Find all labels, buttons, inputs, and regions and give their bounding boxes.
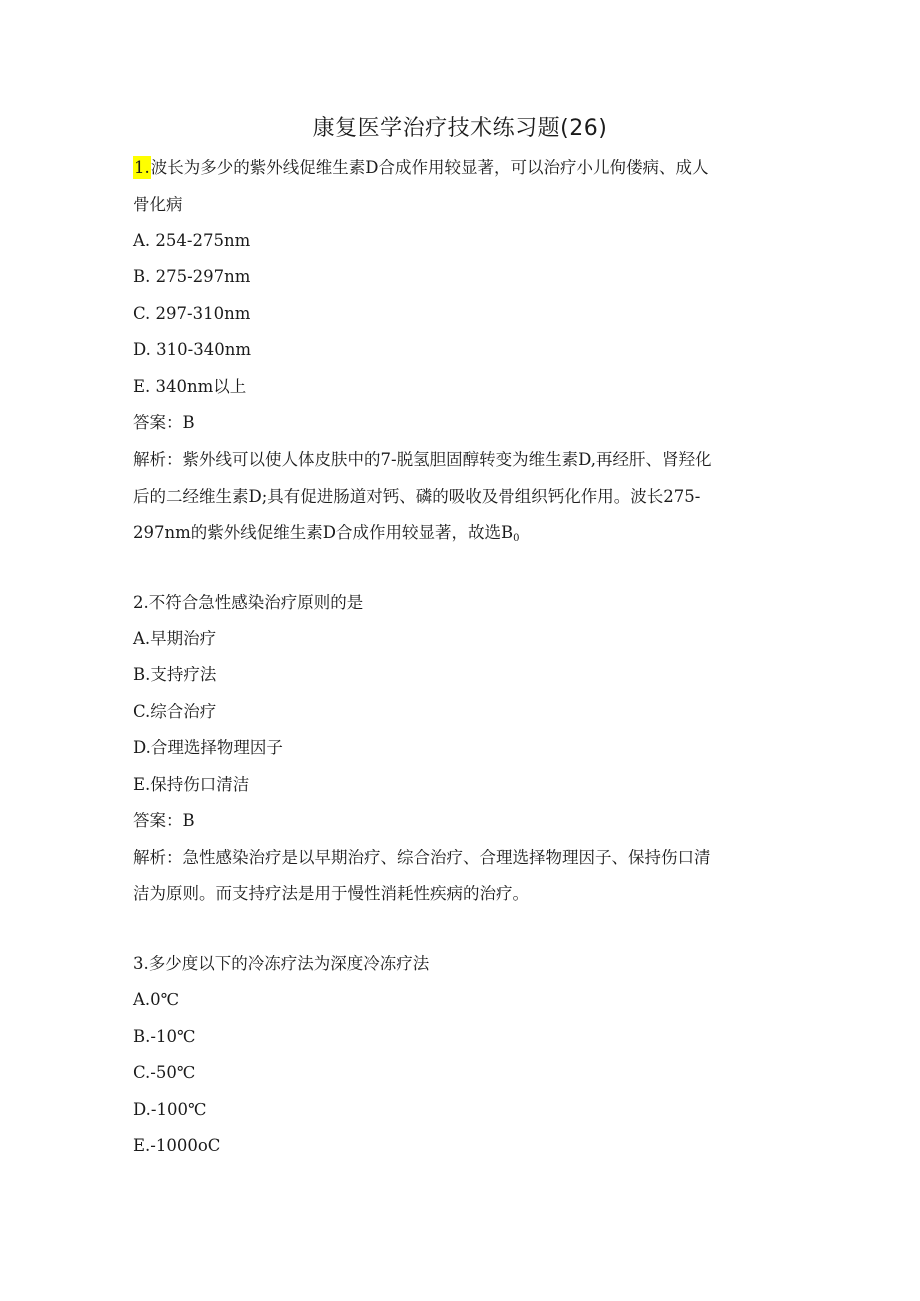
document-title: 康复医学治疗技术练习题(26) (312, 116, 608, 141)
question-2-stem: 2.不符合急性感染治疗原则的是 (133, 593, 364, 612)
question-1-option-e: E. 340nm以上 (133, 377, 247, 396)
question-3-option-d: D.-100℃ (133, 1100, 207, 1119)
question-2-option-d: D.合理选择物理因子 (133, 738, 283, 757)
question-1-answer: 答案：B (133, 413, 195, 432)
question-1-option-a: A. 254-275nm (133, 231, 251, 250)
question-1-option-b: B. 275-297nm (133, 267, 251, 286)
question-1-option-d: D. 310-340nm (133, 340, 251, 359)
question-1-analysis-subscript: 0 (513, 533, 520, 544)
question-3-option-e: E.-1000oC (133, 1136, 221, 1155)
question-2-option-c: C.综合治疗 (133, 702, 217, 721)
question-3-stem: 3.多少度以下的冷冻疗法为深度冷冻疗法 (133, 954, 430, 973)
question-1-number: 1. (134, 158, 150, 177)
question-2-analysis-line1: 解析：急性感染治疗是以早期治疗、综合治疗、合理选择物理因子、保持伤口清 (133, 848, 711, 867)
question-1-stem-line2: 骨化病 (133, 195, 183, 214)
question-2-option-e: E.保持伤口清洁 (133, 775, 250, 794)
question-1-analysis-line3 (133, 522, 793, 550)
question-1-analysis-line3-text: 297nm的紫外线促维生素D合成作用较显著，故选B (133, 523, 514, 542)
question-1-stem-line1: 波长为多少的紫外线促维生素D合成作用较显著，可以治疗小儿佝偻病、成人 (150, 158, 709, 177)
question-1-analysis-line2: 后的二经维生素D;具有促进肠道对钙、磷的吸收及骨组织钙化作用。波长275- (133, 487, 701, 506)
question-1-option-c: C. 297-310nm (133, 304, 251, 323)
question-2-answer: 答案：B (133, 811, 195, 830)
question-3-option-b: B.-10℃ (133, 1027, 196, 1046)
question-3-option-c: C.-50℃ (133, 1063, 196, 1082)
question-1-stem (133, 157, 793, 179)
question-2-option-a: A.早期治疗 (133, 629, 217, 648)
question-2-option-b: B.支持疗法 (133, 665, 217, 684)
question-3-option-a: A.0℃ (133, 990, 180, 1009)
question-2-analysis-line2: 洁为原则。而支持疗法是用于慢性消耗性疾病的治疗。 (133, 884, 529, 903)
question-1-analysis-line1: 解析：紫外线可以使人体皮肤中的7-脱氢胆固醇转变为维生素D,再经肝、肾羟化 (133, 450, 712, 469)
